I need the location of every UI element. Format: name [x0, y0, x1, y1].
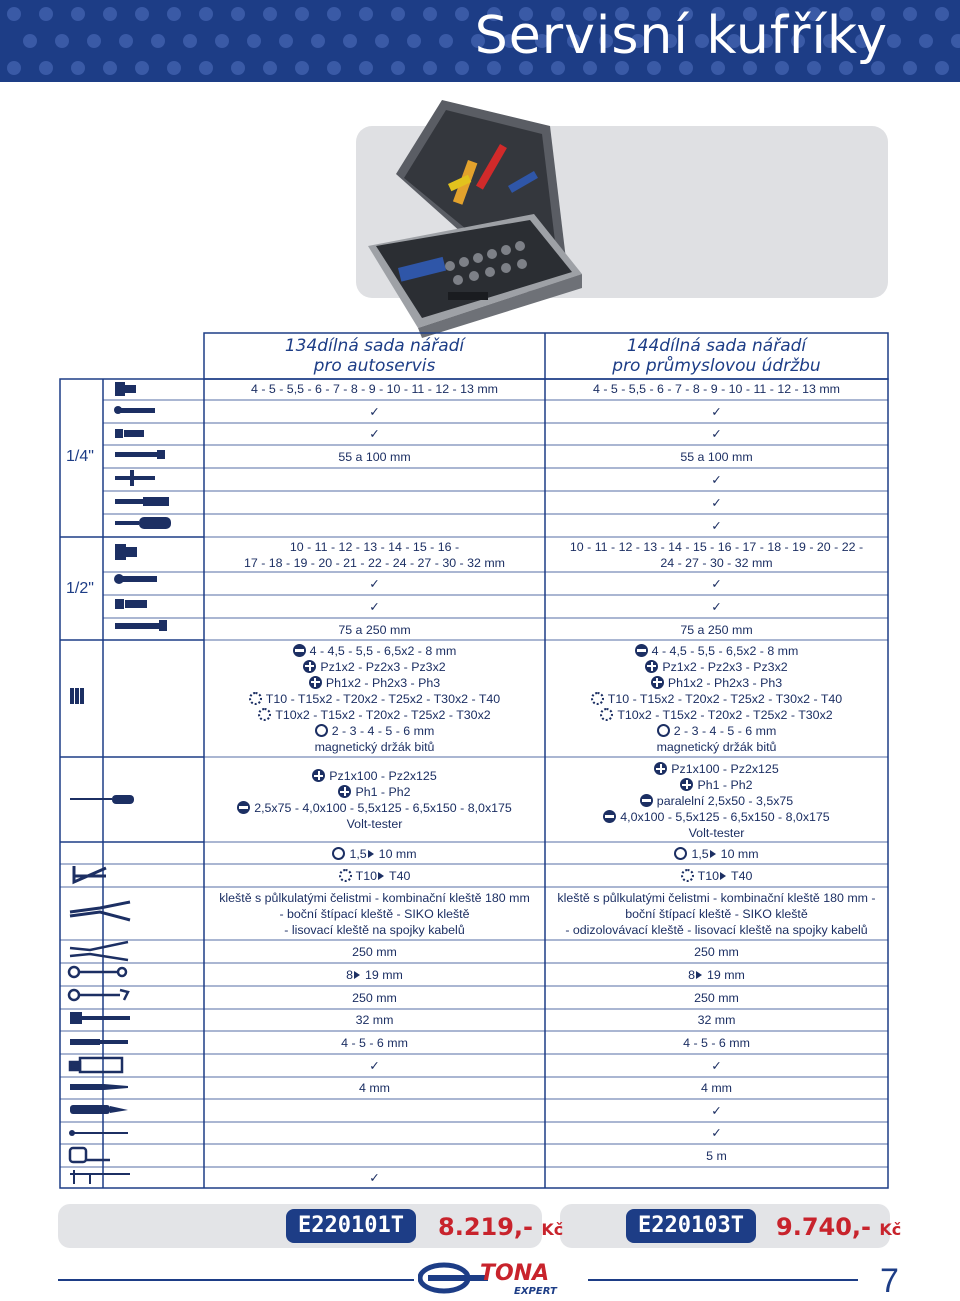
- hex-icon: [332, 847, 345, 860]
- phillips-icon: [680, 778, 693, 791]
- arrow-icon: [696, 971, 702, 979]
- wrench-icon: [69, 967, 126, 977]
- a-adjustable: 250 mm: [352, 991, 397, 1005]
- a-torx-keys: T10 T40: [204, 868, 545, 884]
- product-a-code: E220101T: [286, 1209, 416, 1243]
- a-pliers: kleště s půlkulatými čelistmi - kombinační kleště 180 mm - boční štípací kleště - SIKO kleště - lisovací kleště na spojky kabelů: [219, 891, 530, 937]
- chisel-icon: [70, 1084, 128, 1090]
- socket-large-icon: [115, 544, 137, 560]
- product-a-title: [204, 336, 545, 376]
- b-half-ujoint: ✓: [711, 600, 722, 614]
- b-adjustable: 250 mm: [694, 991, 739, 1005]
- product-b-code: E220103T: [626, 1209, 756, 1243]
- b-probe: ✓: [711, 1126, 722, 1140]
- t-handle-icon: [115, 470, 155, 486]
- b-hacksaw: ✓: [711, 1059, 722, 1073]
- probe-icon: [69, 1130, 128, 1136]
- b-quarter-extension: 55 a 100 mm: [680, 450, 753, 464]
- logo-text: TONA: [480, 1261, 550, 1286]
- bit-holder-icon: [115, 497, 169, 506]
- a-bits: [204, 640, 545, 757]
- extension-large-icon: [115, 620, 167, 631]
- a-chisel: 4 mm: [359, 1081, 390, 1095]
- product-a-title-line1: 134dílná sada nářadí: [284, 336, 465, 356]
- tamper-torx-icon: [258, 708, 271, 721]
- arrow-icon: [378, 872, 384, 880]
- phillips-icon: [651, 676, 664, 689]
- a-half-sockets-line1: 10 - 11 - 12 - 13 - 14 - 15 - 16 -: [289, 539, 460, 554]
- arrow-icon: [354, 971, 360, 979]
- drive-size-quarter: 1/4": [66, 448, 94, 465]
- screwdriver-icon: [70, 795, 134, 804]
- product-b-title-line2: pro průmyslovou údržbu: [612, 356, 821, 376]
- water-pump-pliers-icon: [70, 942, 128, 960]
- a-caliper: ✓: [369, 1171, 380, 1185]
- b-punch: 4 - 5 - 6 mm: [683, 1036, 750, 1050]
- product-b-title-line1: 144dílná sada nářadí: [626, 336, 807, 356]
- arrow-icon: [710, 850, 716, 858]
- torx-icon: [249, 692, 262, 705]
- bits-icon: [70, 688, 84, 704]
- b-half-extension: 75 a 250 mm: [680, 623, 753, 637]
- ratchet-large-icon: [114, 574, 157, 584]
- a-bits-torx-tamper: T10x2 - T15x2 - T20x2 - T25x2 - T30x2: [258, 707, 490, 723]
- logo-sub: EXPERT: [514, 1286, 557, 1297]
- a-bits-pz: Pz1x2 - Pz2x3 - Pz3x2: [303, 659, 445, 675]
- a-hammer: 32 mm: [355, 1013, 394, 1027]
- b-quarter-sockets: 4 - 5 - 5,5 - 6 - 7 - 8 - 9 - 10 - 11 - 12 - 13 mm: [593, 382, 840, 396]
- pozidriv-icon: [645, 660, 658, 673]
- footer-rule-left: [58, 1279, 414, 1281]
- arrow-icon: [368, 850, 374, 858]
- a-bits-slot: 4 - 4,5 - 5,5 - 6,5x2 - 8 mm: [293, 643, 457, 659]
- torx-icon: [591, 692, 604, 705]
- product-b-price: 9.740,- Kč: [776, 1213, 902, 1241]
- a-bits-holder: magnetický držák bitů: [314, 739, 435, 754]
- adjustable-wrench-icon: [69, 990, 128, 1000]
- b-half-sockets: 10 - 11 - 12 - 13 - 14 - 15 - 16 - 17 - 18 - 19 - 20 - 22 - 24 - 27 - 30 - 32 mm: [569, 539, 864, 570]
- pliers-icon: [70, 902, 130, 920]
- tamper-torx-icon: [600, 708, 613, 721]
- punch-icon: [70, 1039, 128, 1045]
- a-quarter-extension: 55 a 100 mm: [338, 450, 411, 464]
- arrow-icon: [720, 872, 726, 880]
- phillips-icon: [309, 676, 322, 689]
- page-number: 7: [880, 1262, 899, 1300]
- pozidriv-icon: [303, 660, 316, 673]
- product-b-title: [545, 336, 888, 376]
- torx-icon: [681, 869, 694, 882]
- extension-icon: [115, 450, 165, 459]
- hex-icon: [315, 724, 328, 737]
- a-bits-torx: T10 - T15x2 - T20x2 - T25x2 - T30x2 - T40: [249, 691, 500, 707]
- torx-key-icon: [74, 866, 106, 882]
- slotted-icon: [640, 794, 653, 807]
- b-chisel: 4 mm: [701, 1081, 732, 1095]
- hammer-icon: [70, 1012, 130, 1024]
- cutter-knife-icon: [70, 1105, 128, 1114]
- drive-size-half: 1/2": [66, 580, 94, 597]
- hex-icon: [674, 847, 687, 860]
- ratchet-icon: [114, 406, 155, 414]
- tona-logo: [418, 1258, 584, 1298]
- pozidriv-icon: [654, 762, 667, 775]
- a-hex-keys: 1,5 10 mm: [204, 846, 545, 862]
- a-quarter-sockets: 4 - 5 - 5,5 - 6 - 7 - 8 - 9 - 10 - 11 - 12 - 13 mm: [251, 382, 498, 396]
- b-hammer: 32 mm: [697, 1013, 736, 1027]
- a-half-ujoint: ✓: [369, 600, 380, 614]
- product-a-title-line2: pro autoservis: [313, 356, 436, 376]
- ujoint-large-icon: [115, 599, 147, 609]
- a-wrenches: 8 19 mm: [346, 968, 403, 982]
- a-half-ratchet: ✓: [369, 577, 380, 591]
- b-bits: 4 - 4,5 - 5,5 - 6,5x2 - 8 mm Pz1x2 - Pz2x3 - Pz3x2 Ph1x2 - Ph2x3 - Ph3 T10 - T15x2 - T20x2 - T25x2 - T30x2 - T40 T10x2 - T15x2 - T20x2 - T25x2 - T30x2 2 - 3 - 4 - 5 - 6 mm magnetický držák bitů: [545, 640, 888, 757]
- caliper-icon: [70, 1170, 130, 1184]
- a-quarter-ratchet: ✓: [369, 405, 380, 419]
- b-tape: 5 m: [706, 1149, 727, 1163]
- b-wrenches: 8 19 mm: [688, 968, 745, 982]
- b-quarter-ujoint: ✓: [711, 427, 722, 441]
- b-cutter: ✓: [711, 1104, 722, 1118]
- a-water-pump: 250 mm: [352, 945, 397, 959]
- b-quarter-bit-holder: ✓: [711, 496, 722, 510]
- slotted-icon: [293, 644, 306, 657]
- a-half-sockets-line2: 17 - 18 - 19 - 20 - 21 - 22 - 24 - 27 - 30 - 32 mm: [243, 555, 505, 570]
- b-pliers: kleště s půlkulatými čelistmi - kombinační kleště 180 mm - boční štípací kleště - SIKO kleště - odizolovávací kleště - lisovací kleště na spojky kabelů: [557, 891, 876, 937]
- page-title: Servisní kufříky: [474, 6, 888, 66]
- a-bits-hex: 2 - 3 - 4 - 5 - 6 mm: [315, 723, 435, 739]
- a-bits-ph: Ph1x2 - Ph2x3 - Ph3: [309, 675, 440, 691]
- screwdriver-handle-icon: [115, 517, 171, 529]
- b-half-ratchet: ✓: [711, 577, 722, 591]
- product-a-price: 8.219,- Kč: [438, 1213, 564, 1241]
- a-hacksaw: ✓: [369, 1059, 380, 1073]
- universal-joint-icon: [115, 429, 144, 438]
- footer-rule-right: [588, 1279, 858, 1281]
- b-screwdrivers: Pz1x100 - Pz2x125 Ph1 - Ph2 paralelní 2,5x50 - 3,5x75 4,0x100 - 5,5x125 - 6,5x150 - 8,0x175 Volt-tester: [545, 760, 888, 842]
- slotted-icon: [603, 810, 616, 823]
- a-screwdrivers: Pz1x100 - Pz2x125 Ph1 - Ph2 2,5x75 - 4,0x100 - 5,5x125 - 6,5x150 - 8,0x175 Volt-tester: [204, 762, 545, 838]
- b-quarter-t-handle: ✓: [711, 473, 722, 487]
- hacksaw-icon: [70, 1058, 122, 1072]
- pozidriv-icon: [312, 769, 325, 782]
- a-half-extension: 75 a 250 mm: [338, 623, 411, 637]
- b-hex-keys: 1,5 10 mm: [545, 846, 888, 862]
- slotted-icon: [635, 644, 648, 657]
- b-quarter-ratchet: ✓: [711, 405, 722, 419]
- a-quarter-ujoint: ✓: [369, 427, 380, 441]
- tape-measure-icon: [70, 1148, 110, 1162]
- b-quarter-driver-handle: ✓: [711, 519, 722, 533]
- a-half-sockets: [204, 537, 545, 572]
- hex-icon: [657, 724, 670, 737]
- socket-icon: [115, 382, 136, 396]
- b-water-pump: 250 mm: [694, 945, 739, 959]
- slotted-icon: [237, 801, 250, 814]
- phillips-icon: [338, 785, 351, 798]
- b-torx-keys: T10 T40: [545, 868, 888, 884]
- a-punch: 4 - 5 - 6 mm: [341, 1036, 408, 1050]
- torx-icon: [339, 869, 352, 882]
